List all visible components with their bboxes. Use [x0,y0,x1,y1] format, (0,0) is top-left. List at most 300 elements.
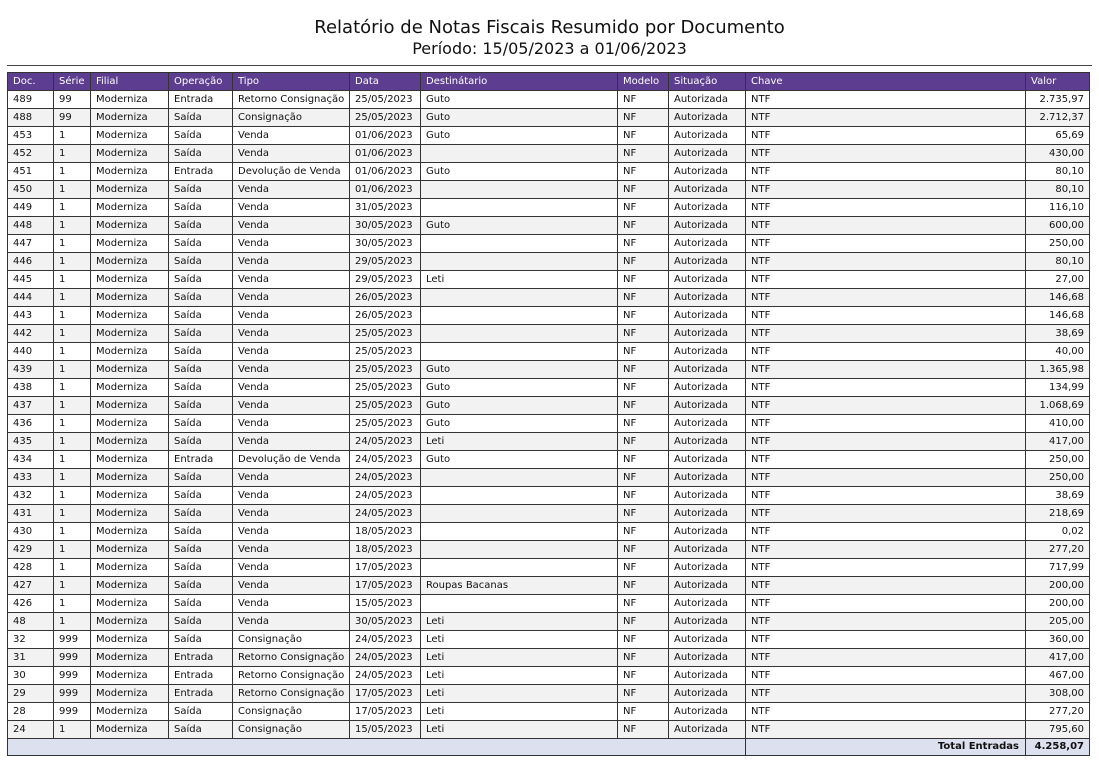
cell-doc: 439 [8,361,54,379]
cell-operacao: Saída [169,199,233,217]
cell-tipo: Devolução de Venda [233,163,350,181]
cell-filial: Moderniza [91,433,169,451]
cell-tipo: Retorno Consignação [233,685,350,703]
cell-modelo: NF [618,703,669,721]
cell-doc: 24 [8,721,54,739]
table-row[interactable] [8,469,1090,487]
table-row[interactable] [8,541,1090,559]
total-spacer [8,739,746,756]
col-header-situacao[interactable]: Situação [669,73,746,91]
col-header-modelo[interactable]: Modelo [618,73,669,91]
total-value: 4.258,07 [1026,739,1090,756]
cell-serie: 1 [54,613,91,631]
cell-serie: 1 [54,505,91,523]
cell-destinatario [421,253,618,271]
cell-tipo: Devolução de Venda [233,451,350,469]
cell-valor: 146,68 [1026,289,1090,307]
table-row[interactable] [8,235,1090,253]
cell-filial: Moderniza [91,631,169,649]
cell-operacao: Saída [169,505,233,523]
cell-filial: Moderniza [91,703,169,721]
cell-valor: 200,00 [1026,577,1090,595]
table-row[interactable] [8,145,1090,163]
cell-situacao: Autorizada [669,415,746,433]
cell-serie: 1 [54,253,91,271]
table-row[interactable] [8,343,1090,361]
cell-chave: NTF [746,361,1026,379]
cell-data: 24/05/2023 [350,505,421,523]
cell-data: 24/05/2023 [350,451,421,469]
table-row[interactable] [8,505,1090,523]
cell-operacao: Saída [169,325,233,343]
cell-tipo: Consignação [233,721,350,739]
cell-serie: 1 [54,127,91,145]
cell-data: 17/05/2023 [350,577,421,595]
cell-situacao: Autorizada [669,721,746,739]
cell-modelo: NF [618,145,669,163]
cell-filial: Moderniza [91,145,169,163]
cell-data: 24/05/2023 [350,667,421,685]
cell-chave: NTF [746,721,1026,739]
table-body [8,91,1090,739]
cell-data: 29/05/2023 [350,271,421,289]
cell-situacao: Autorizada [669,487,746,505]
table-row[interactable] [8,487,1090,505]
cell-data: 30/05/2023 [350,217,421,235]
cell-situacao: Autorizada [669,145,746,163]
cell-data: 01/06/2023 [350,145,421,163]
cell-valor: 2.735,97 [1026,91,1090,109]
table-row[interactable] [8,613,1090,631]
cell-chave: NTF [746,145,1026,163]
cell-situacao: Autorizada [669,199,746,217]
col-header-destinatario[interactable]: Destinátario [421,73,618,91]
cell-operacao: Saída [169,595,233,613]
table-row[interactable] [8,523,1090,541]
cell-situacao: Autorizada [669,289,746,307]
cell-operacao: Saída [169,361,233,379]
table-row[interactable] [8,595,1090,613]
table-row[interactable] [8,433,1090,451]
table-row[interactable] [8,415,1090,433]
cell-operacao: Entrada [169,91,233,109]
cell-serie: 1 [54,325,91,343]
cell-data: 26/05/2023 [350,307,421,325]
table-row[interactable] [8,253,1090,271]
cell-situacao: Autorizada [669,343,746,361]
cell-serie: 1 [54,541,91,559]
table-row[interactable] [8,703,1090,721]
cell-valor: 467,00 [1026,667,1090,685]
table-row[interactable] [8,667,1090,685]
cell-tipo: Venda [233,559,350,577]
cell-doc: 426 [8,595,54,613]
cell-chave: NTF [746,397,1026,415]
col-header-operacao[interactable]: Operação [169,73,233,91]
cell-data: 01/06/2023 [350,127,421,145]
cell-tipo: Retorno Consignação [233,649,350,667]
cell-filial: Moderniza [91,343,169,361]
cell-filial: Moderniza [91,253,169,271]
table-row[interactable] [8,721,1090,739]
cell-doc: 429 [8,541,54,559]
cell-chave: NTF [746,91,1026,109]
cell-valor: 417,00 [1026,649,1090,667]
table-row[interactable] [8,685,1090,703]
cell-destinatario [421,469,618,487]
cell-chave: NTF [746,541,1026,559]
cell-modelo: NF [618,469,669,487]
table-row[interactable] [8,451,1090,469]
cell-doc: 48 [8,613,54,631]
header-divider [7,65,1092,66]
table-row[interactable] [8,109,1090,127]
table-header-row [8,73,1090,91]
cell-valor: 250,00 [1026,451,1090,469]
cell-data: 24/05/2023 [350,433,421,451]
cell-operacao: Saída [169,469,233,487]
cell-destinatario: Leti [421,631,618,649]
cell-data: 18/05/2023 [350,523,421,541]
cell-destinatario: Guto [421,397,618,415]
cell-chave: NTF [746,343,1026,361]
cell-operacao: Saída [169,721,233,739]
cell-operacao: Entrada [169,163,233,181]
cell-serie: 1 [54,307,91,325]
cell-data: 24/05/2023 [350,631,421,649]
cell-doc: 433 [8,469,54,487]
cell-filial: Moderniza [91,685,169,703]
cell-serie: 1 [54,487,91,505]
cell-doc: 428 [8,559,54,577]
cell-chave: NTF [746,577,1026,595]
cell-modelo: NF [618,199,669,217]
cell-valor: 116,10 [1026,199,1090,217]
cell-modelo: NF [618,523,669,541]
cell-tipo: Venda [233,379,350,397]
cell-operacao: Entrada [169,685,233,703]
cell-valor: 80,10 [1026,163,1090,181]
cell-serie: 999 [54,685,91,703]
cell-destinatario [421,343,618,361]
cell-situacao: Autorizada [669,613,746,631]
cell-data: 31/05/2023 [350,199,421,217]
cell-doc: 489 [8,91,54,109]
table-row[interactable] [8,361,1090,379]
cell-modelo: NF [618,361,669,379]
table-row[interactable] [8,91,1090,109]
cell-situacao: Autorizada [669,181,746,199]
cell-operacao: Saída [169,631,233,649]
cell-doc: 448 [8,217,54,235]
cell-operacao: Saída [169,397,233,415]
cell-serie: 1 [54,595,91,613]
table-row[interactable] [8,325,1090,343]
cell-serie: 1 [54,415,91,433]
cell-data: 25/05/2023 [350,325,421,343]
cell-data: 24/05/2023 [350,487,421,505]
cell-operacao: Saída [169,577,233,595]
col-header-doc[interactable]: Doc. [8,73,54,91]
cell-valor: 417,00 [1026,433,1090,451]
cell-doc: 430 [8,523,54,541]
table-row[interactable] [8,289,1090,307]
cell-serie: 99 [54,109,91,127]
cell-data: 24/05/2023 [350,469,421,487]
cell-tipo: Venda [233,127,350,145]
cell-situacao: Autorizada [669,595,746,613]
cell-situacao: Autorizada [669,163,746,181]
cell-destinatario: Guto [421,217,618,235]
cell-operacao: Saída [169,289,233,307]
cell-situacao: Autorizada [669,109,746,127]
cell-chave: NTF [746,487,1026,505]
cell-doc: 442 [8,325,54,343]
cell-destinatario [421,307,618,325]
cell-tipo: Venda [233,325,350,343]
cell-destinatario: Guto [421,379,618,397]
cell-valor: 410,00 [1026,415,1090,433]
col-header-tipo[interactable]: Tipo [233,73,350,91]
cell-destinatario [421,199,618,217]
cell-filial: Moderniza [91,397,169,415]
table-row[interactable] [8,559,1090,577]
cell-serie: 1 [54,145,91,163]
cell-valor: 250,00 [1026,235,1090,253]
table-row[interactable] [8,379,1090,397]
cell-serie: 1 [54,271,91,289]
table-row[interactable] [8,397,1090,415]
cell-serie: 999 [54,667,91,685]
cell-modelo: NF [618,505,669,523]
cell-chave: NTF [746,235,1026,253]
cell-valor: 0,02 [1026,523,1090,541]
table-row[interactable] [8,181,1090,199]
cell-valor: 38,69 [1026,487,1090,505]
cell-operacao: Saída [169,379,233,397]
cell-chave: NTF [746,415,1026,433]
cell-modelo: NF [618,127,669,145]
cell-operacao: Entrada [169,667,233,685]
cell-operacao: Saída [169,343,233,361]
cell-destinatario: Leti [421,433,618,451]
cell-tipo: Venda [233,397,350,415]
col-header-data[interactable]: Data [350,73,421,91]
cell-filial: Moderniza [91,721,169,739]
cell-valor: 430,00 [1026,145,1090,163]
cell-destinatario [421,559,618,577]
cell-operacao: Entrada [169,451,233,469]
cell-valor: 250,00 [1026,469,1090,487]
report-header [0,0,1099,59]
cell-modelo: NF [618,325,669,343]
cell-valor: 80,10 [1026,253,1090,271]
cell-chave: NTF [746,703,1026,721]
cell-tipo: Venda [233,289,350,307]
cell-doc: 30 [8,667,54,685]
cell-serie: 999 [54,631,91,649]
cell-modelo: NF [618,541,669,559]
col-header-filial[interactable]: Filial [91,73,169,91]
cell-situacao: Autorizada [669,451,746,469]
table-row[interactable] [8,127,1090,145]
cell-situacao: Autorizada [669,559,746,577]
cell-destinatario: Leti [421,667,618,685]
cell-serie: 1 [54,523,91,541]
cell-valor: 38,69 [1026,325,1090,343]
cell-filial: Moderniza [91,109,169,127]
cell-doc: 28 [8,703,54,721]
cell-modelo: NF [618,91,669,109]
cell-modelo: NF [618,109,669,127]
cell-filial: Moderniza [91,271,169,289]
cell-modelo: NF [618,271,669,289]
cell-filial: Moderniza [91,487,169,505]
cell-operacao: Saída [169,487,233,505]
cell-doc: 427 [8,577,54,595]
cell-valor: 360,00 [1026,631,1090,649]
cell-doc: 488 [8,109,54,127]
cell-tipo: Venda [233,487,350,505]
cell-valor: 27,00 [1026,271,1090,289]
cell-situacao: Autorizada [669,703,746,721]
table-row[interactable] [8,217,1090,235]
table-row[interactable] [8,631,1090,649]
cell-operacao: Saída [169,271,233,289]
cell-serie: 1 [54,289,91,307]
cell-operacao: Saída [169,307,233,325]
cell-valor: 1.068,69 [1026,397,1090,415]
cell-doc: 437 [8,397,54,415]
cell-situacao: Autorizada [669,667,746,685]
cell-operacao: Saída [169,217,233,235]
cell-doc: 29 [8,685,54,703]
cell-operacao: Saída [169,433,233,451]
cell-valor: 40,00 [1026,343,1090,361]
cell-filial: Moderniza [91,469,169,487]
cell-tipo: Venda [233,217,350,235]
cell-destinatario [421,595,618,613]
cell-tipo: Venda [233,181,350,199]
cell-modelo: NF [618,613,669,631]
cell-data: 15/05/2023 [350,721,421,739]
cell-tipo: Venda [233,271,350,289]
cell-filial: Moderniza [91,163,169,181]
cell-chave: NTF [746,163,1026,181]
cell-serie: 99 [54,91,91,109]
cell-tipo: Retorno Consignação [233,91,350,109]
cell-tipo: Venda [233,253,350,271]
cell-modelo: NF [618,685,669,703]
cell-situacao: Autorizada [669,505,746,523]
cell-serie: 1 [54,433,91,451]
table-row[interactable] [8,307,1090,325]
cell-serie: 1 [54,199,91,217]
cell-valor: 200,00 [1026,595,1090,613]
cell-chave: NTF [746,379,1026,397]
cell-tipo: Consignação [233,109,350,127]
cell-modelo: NF [618,289,669,307]
cell-destinatario: Guto [421,127,618,145]
cell-destinatario: Guto [421,451,618,469]
table-row[interactable] [8,163,1090,181]
cell-modelo: NF [618,649,669,667]
cell-operacao: Saída [169,109,233,127]
cell-serie: 1 [54,181,91,199]
table-row[interactable] [8,199,1090,217]
cell-situacao: Autorizada [669,253,746,271]
cell-tipo: Venda [233,235,350,253]
cell-chave: NTF [746,505,1026,523]
cell-data: 25/05/2023 [350,91,421,109]
cell-situacao: Autorizada [669,685,746,703]
cell-doc: 451 [8,163,54,181]
cell-data: 25/05/2023 [350,397,421,415]
cell-doc: 432 [8,487,54,505]
cell-serie: 1 [54,163,91,181]
cell-modelo: NF [618,235,669,253]
cell-situacao: Autorizada [669,397,746,415]
cell-chave: NTF [746,253,1026,271]
total-row [8,739,1090,756]
cell-chave: NTF [746,433,1026,451]
cell-filial: Moderniza [91,559,169,577]
cell-filial: Moderniza [91,127,169,145]
cell-destinatario [421,145,618,163]
cell-destinatario [421,235,618,253]
table-row[interactable] [8,271,1090,289]
cell-modelo: NF [618,307,669,325]
cell-modelo: NF [618,595,669,613]
cell-data: 01/06/2023 [350,181,421,199]
cell-destinatario: Leti [421,649,618,667]
cell-doc: 446 [8,253,54,271]
cell-doc: 31 [8,649,54,667]
cell-filial: Moderniza [91,199,169,217]
cell-tipo: Retorno Consignação [233,667,350,685]
cell-situacao: Autorizada [669,631,746,649]
cell-situacao: Autorizada [669,91,746,109]
cell-modelo: NF [618,559,669,577]
col-header-chave[interactable]: Chave [746,73,1026,91]
cell-filial: Moderniza [91,649,169,667]
cell-tipo: Venda [233,343,350,361]
cell-modelo: NF [618,631,669,649]
cell-destinatario: Leti [421,721,618,739]
total-label: Total Entradas [746,739,1026,756]
cell-situacao: Autorizada [669,361,746,379]
table-row[interactable] [8,577,1090,595]
cell-destinatario: Guto [421,109,618,127]
cell-destinatario [421,487,618,505]
table-row[interactable] [8,649,1090,667]
cell-filial: Moderniza [91,523,169,541]
cell-data: 17/05/2023 [350,685,421,703]
cell-doc: 435 [8,433,54,451]
cell-filial: Moderniza [91,361,169,379]
cell-filial: Moderniza [91,181,169,199]
col-header-serie[interactable]: Série [54,73,91,91]
cell-situacao: Autorizada [669,541,746,559]
col-header-valor[interactable]: Valor [1026,73,1090,91]
cell-serie: 1 [54,397,91,415]
cell-filial: Moderniza [91,451,169,469]
cell-data: 25/05/2023 [350,379,421,397]
cell-tipo: Venda [233,541,350,559]
cell-valor: 308,00 [1026,685,1090,703]
cell-filial: Moderniza [91,667,169,685]
cell-doc: 447 [8,235,54,253]
